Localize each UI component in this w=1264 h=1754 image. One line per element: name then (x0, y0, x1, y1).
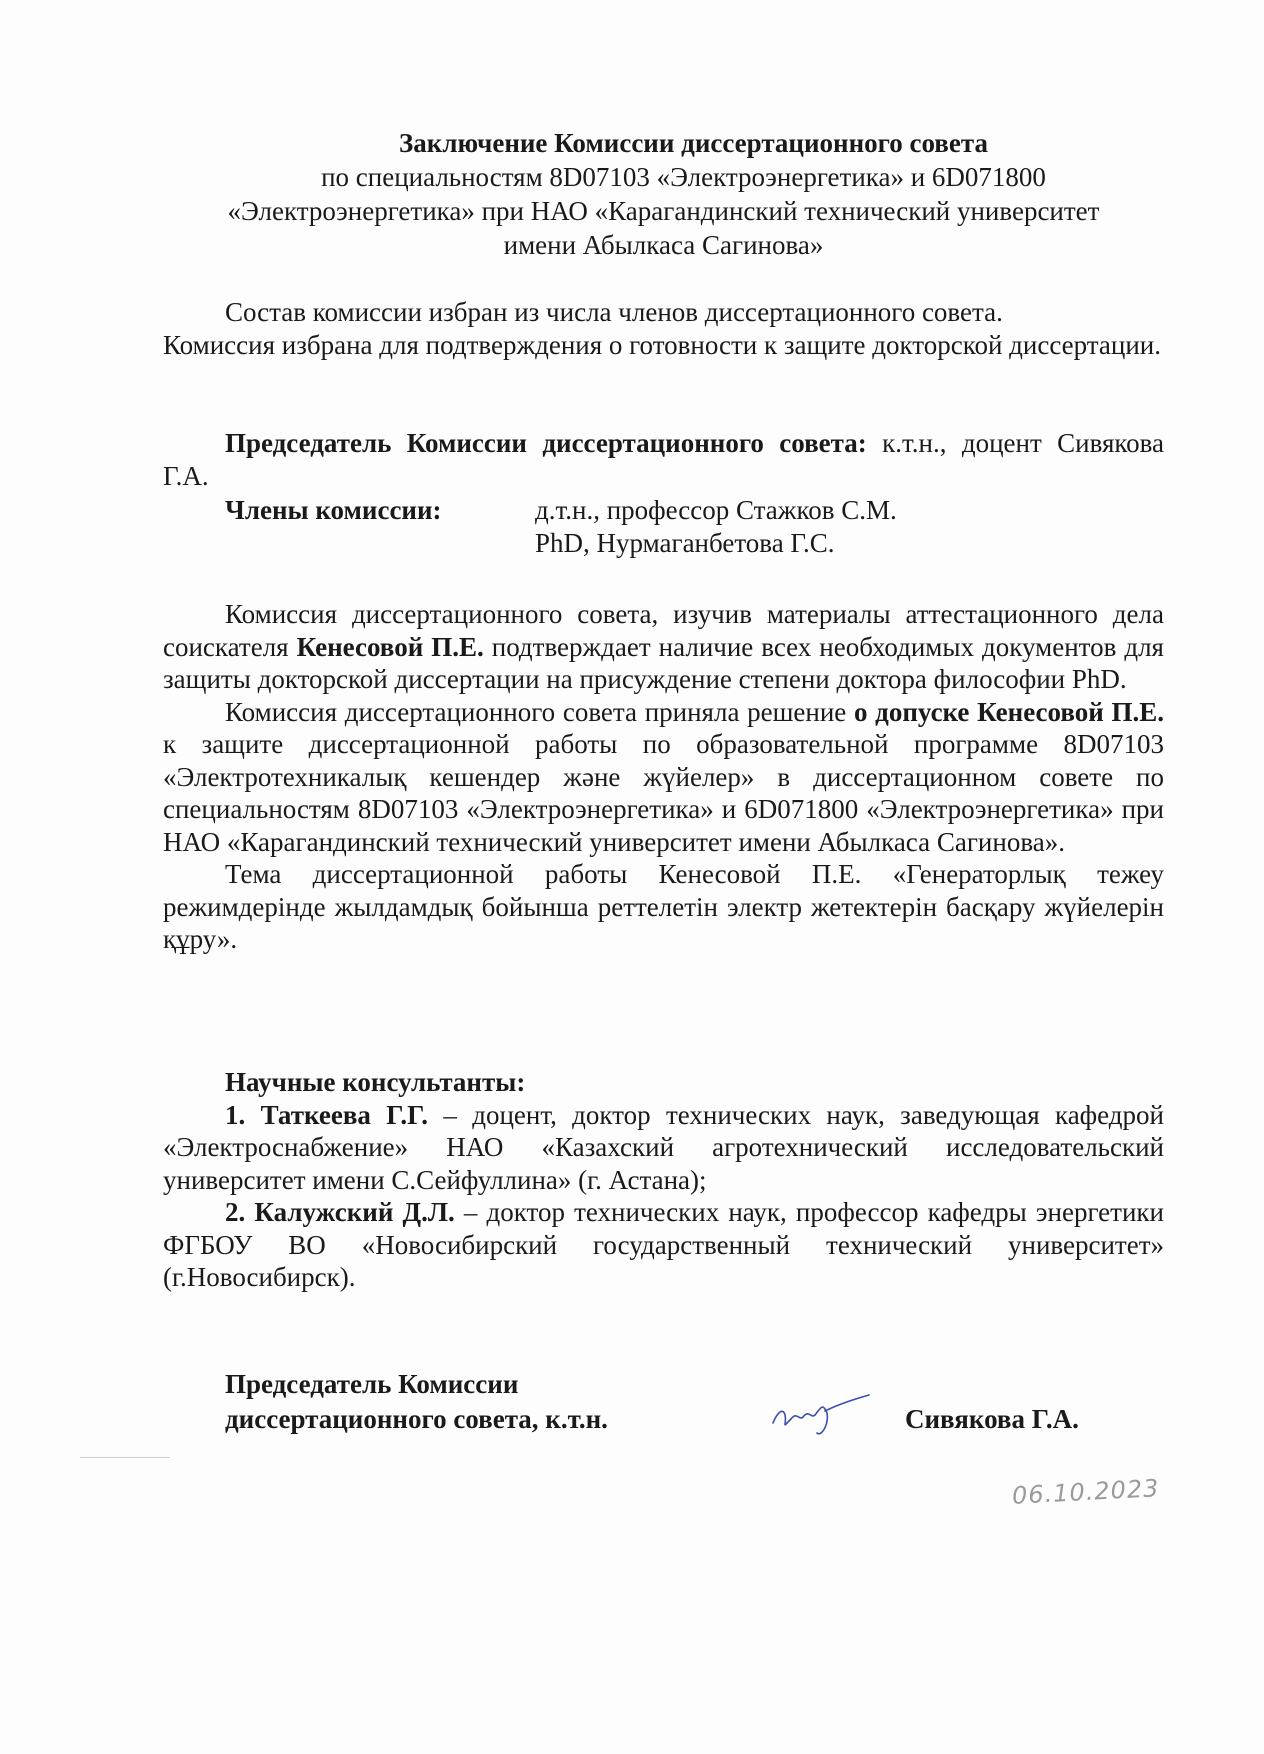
paragraph-3: Тема диссертационной работы Кенесовой П.Е. «Генераторлық тежеу режимдерінде жылдамдық бойынша реттелетін электр жетектерін басқару жүйелерін құру». (163, 859, 1164, 954)
title-line-1: Заключение Комиссии диссертационного совета (399, 128, 988, 158)
composition-line-2: Комиссия избрана для подтверждения о готовности к защите докторской диссертации. (163, 329, 1161, 360)
consultants-heading: Научные консультанты: (225, 1067, 526, 1097)
signature-name: Сивякова Г.А. (905, 1404, 1079, 1434)
signature-label-line-1: Председатель Комиссии (225, 1369, 519, 1399)
chair-label: Председатель Комиссии диссертационного совета: (225, 428, 867, 458)
scan-artifact-line (80, 1457, 170, 1458)
member-item: д.т.н., профессор Стажков С.М. (535, 495, 897, 525)
signature-label (225, 1367, 608, 1437)
paragraph-1-text-a: Комиссия диссертационного совета, изучив материалы аттестационного дела соискателя (163, 599, 1164, 662)
composition-section (163, 296, 1164, 361)
title-line-2: по специальностям 8D07103 «Электроэнергетика» и 6D071800 (321, 162, 1046, 192)
handwritten-date: 06.10.2023 (1011, 1474, 1161, 1510)
consultant-item (163, 1099, 1164, 1197)
paragraph-1-text-b: подтверждает наличие всех необходимых документов для защиты докторской диссертации на присуждение степени доктора философии PhD. (163, 631, 1164, 694)
consultant-text: – доцент, доктор технических наук, заведующая кафедрой «Электроснабжение» НАО «Казахский агротехнический исследовательский университет имени С.Сейфуллина» (г. Астана); (163, 1099, 1164, 1195)
title-line-3: «Электроэнергетика» при НАО «Карагандинский технический университет (227, 196, 1100, 226)
handwritten-signature (765, 1385, 875, 1445)
members-label: Члены комиссии: (225, 495, 442, 525)
member-item: PhD, Нурмаганбетова Г.С. (535, 527, 835, 558)
paragraph-2 (163, 696, 1164, 859)
title-line-4: имени Абылкаса Сагинова» (503, 230, 824, 260)
members-section (163, 494, 1164, 559)
chair-section (163, 427, 1164, 492)
chair-value: к.т.н., доцент Сивякова Г.А. (163, 428, 1165, 491)
document-title (163, 126, 1164, 262)
admission-decision: о допуске Кенесовой П.Е. (853, 696, 1164, 727)
paragraph-2-text-b: к защите диссертационной работы по образовательной программе 8D07103 «Электротехникалық кешендер және жүйелер» в диссертационном совете по специальностям 8D07103 «Электроэнергетика» и 6D071800 «Электроэнергетика» при НАО «Карагандинский технический университет имени Абылкаса Сагинова». (163, 729, 1164, 857)
consultant-text: – доктор технических наук, профессор кафедры энергетики ФГБОУ ВО «Новосибирский государственный технический университет» (г.Новосибирск). (163, 1197, 1164, 1292)
signature-label-line-2: диссертационного совета, к.т.н. (225, 1404, 608, 1434)
consultant-item (163, 1196, 1164, 1294)
paragraph-2-text-a: Комиссия диссертационного совета приняла решение (225, 696, 854, 727)
composition-line-1: Состав комиссии избран из числа членов диссертационного совета. (225, 297, 1003, 327)
candidate-name: Кенесовой П.Е. (296, 631, 484, 662)
consultants-section (163, 1066, 1164, 1294)
main-body (163, 598, 1164, 956)
consultant-name: 2. Калужский Д.Л. (225, 1197, 455, 1227)
paragraph-1 (163, 598, 1164, 696)
consultant-name: 1. Таткеева Г.Г. (225, 1099, 429, 1130)
